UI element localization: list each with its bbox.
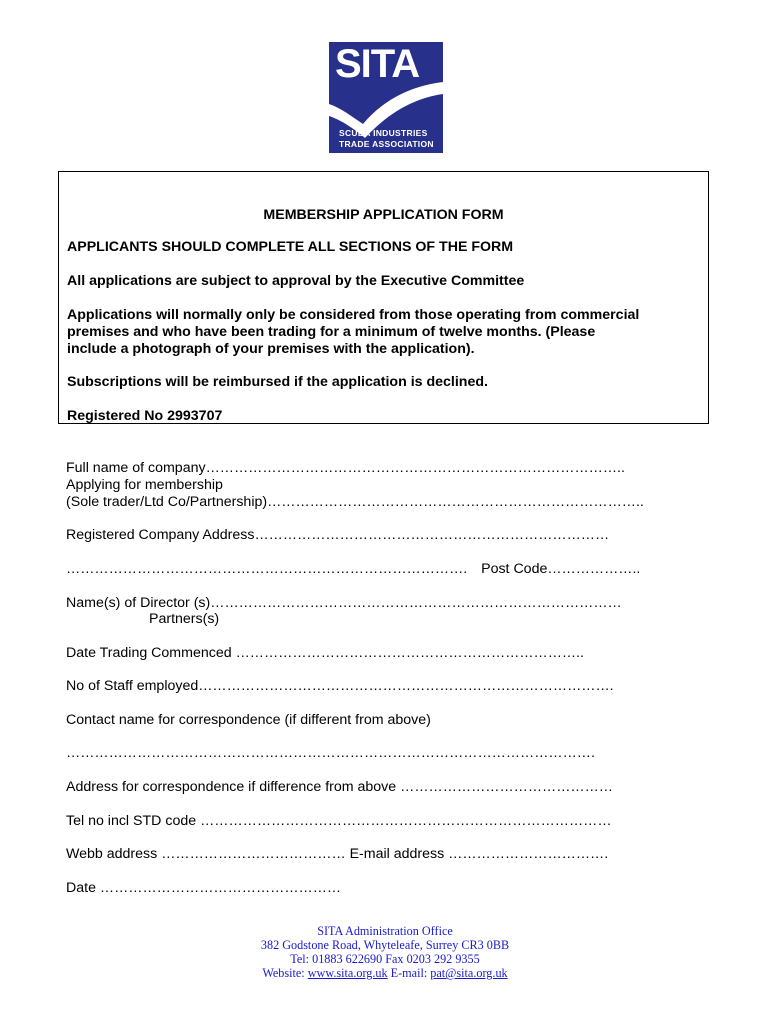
web-email-row[interactable] [66,846,608,862]
date-commenced-label: Date Trading Commenced [66,645,232,661]
company-name-field[interactable]: …………………………………………………………………………….. [205,460,625,476]
directors-field[interactable]: …………………………………………………………………………… [210,595,622,611]
postcode-label: Post Code [481,561,548,577]
membership-type-row[interactable] [66,494,644,510]
tel-field[interactable]: …………………………………………………………………………… [200,813,612,829]
email-prefix: E-mail: [387,966,431,980]
sita-logo [329,42,443,153]
email-field[interactable]: ……………………………. [448,846,609,862]
contact-label: Contact name for correspondence (if different from above) [66,712,431,728]
criteria-line-1: Applications will normally only be considered from those operating from commercial [67,307,640,323]
tel-row[interactable] [66,813,612,829]
staff-field[interactable]: ……………………………………………………………………………. [198,678,614,694]
staff-row[interactable] [66,678,614,694]
footer-address: 382 Godstone Road, Whyteleafe, Surrey CR3 0BB [260,938,510,952]
form-title: MEMBERSHIP APPLICATION FORM [263,207,504,223]
criteria-line-2: premises and who have been trading for a minimum of twelve months. (Please [67,324,596,340]
footer [0,924,770,980]
registered-address-label: Registered Company Address [66,527,255,543]
company-name-label: Full name of company [66,460,206,476]
registered-address-row[interactable] [66,527,609,543]
info-box [58,171,709,424]
date-label: Date [66,880,96,896]
tel-label: Tel no incl STD code [66,813,197,829]
postcode-field[interactable]: ……………….. [547,561,641,577]
footer-contact-line [0,966,770,980]
staff-label: No of Staff employed [66,678,199,694]
registered-number: Registered No 2993707 [67,408,223,424]
logo-subtitle-2: TRADE ASSOCIATION [339,139,434,149]
approval-text: All applications are subject to approval by the Executive Committee [67,273,525,289]
contact-field[interactable]: …………………………………………………………………………………………………. [66,745,595,761]
logo-subtitle-1: SCUBA INDUSTRIES [339,128,428,138]
date-commenced-row[interactable] [66,645,584,661]
corr-address-field[interactable]: ……………………………………… [400,779,613,795]
instructions-text: APPLICANTS SHOULD COMPLETE ALL SECTIONS OF THE FORM [67,239,514,255]
web-field[interactable]: ………………………………… [161,846,346,862]
membership-type-field[interactable]: …………………………………………………………………….. [267,494,644,510]
footer-phone: Tel: 01883 622690 Fax 0203 292 9355 [290,952,480,966]
criteria-line-3: include a photograph of your premises with the application). [67,341,475,357]
date-row[interactable] [66,880,341,896]
applying-label: Applying for membership [66,477,223,493]
corr-address-label: Address for correspondence if difference from above [66,779,397,795]
corr-address-row[interactable] [66,779,613,795]
date-field[interactable]: …………………………………………… [99,880,342,896]
membership-type-label: (Sole trader/Ltd Co/Partnership) [66,494,268,510]
refund-text: Subscriptions will be reimbursed if the application is declined. [67,374,488,390]
directors-label: Name(s) of Director (s) [66,595,211,611]
logo-word: SITA [335,42,420,86]
company-name-row[interactable] [66,460,625,476]
address-line-2-field[interactable]: …………………………………………………………………………. [66,561,468,577]
website-prefix: Website: [262,966,308,980]
email-label: E-mail address [349,846,445,862]
address-line-2-row[interactable] [66,561,640,577]
partners-label: Partners(s) [149,611,220,627]
footer-office: SITA Administration Office [317,924,453,938]
website-link[interactable]: www.sita.org.uk [307,966,388,980]
web-label: Webb address [66,846,158,862]
directors-row[interactable] [66,595,622,611]
date-commenced-field[interactable]: ……………………………………………………………….. [235,645,584,661]
email-link[interactable]: pat@sita.org.uk [430,966,508,980]
registered-address-field[interactable]: ………………………………………………………………… [254,527,610,543]
